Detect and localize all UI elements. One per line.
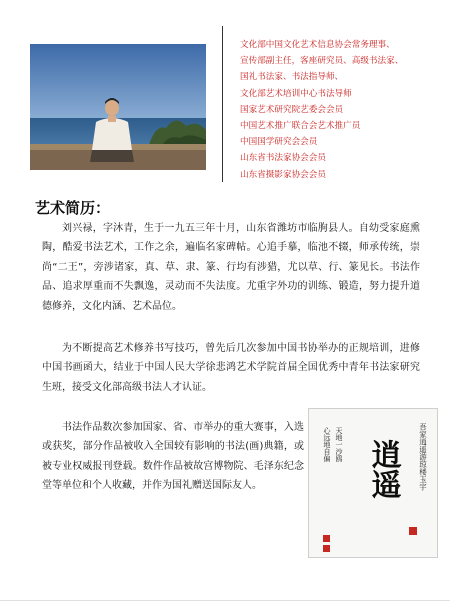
calligraphy-main: 逍遥 [365, 439, 401, 499]
title-item: 文化部中国文化艺术信息协会常务理事、 [240, 40, 395, 50]
title-item: 山东省书法家协会会员 [240, 153, 326, 164]
portrait-image [30, 44, 206, 170]
calligraphy-column: 吾家逍遥游琼楼玉宇 [418, 423, 428, 491]
page-bottom-line [0, 600, 450, 601]
bio-paragraph-2: 为不断提高艺术修养书写技巧，曾先后几次参加中国书协举办的正规培训，进修中国书画函大，结业于中国人民大学徐悲鸿艺术学院首届全国优秀中青年书法家研究生班，接受文化部高级书法人才认证。 [42, 343, 420, 393]
bio-paragraph-1: 刘兴禄，字沐青，生于一九五三年十月，山东省潍坊市临朐县人。自幼受家庭熏陶，酷爱书法艺术，工作之余，遍临名家碑帖。心追手摹，临池不辍，师承传统，崇尚“二王”，旁涉诸家，真、草、隶、篆、行均有涉猎，尤以草、行、篆见长。书法作品、追求厚重而不失飘逸，灵动而不失法度。尤重字外功的训练、锻造，努力提升道德修养，文化内涵、艺术品位。 [42, 223, 420, 312]
title-item: 文化部艺术培训中心书法导师 [240, 88, 352, 99]
calligraphy-artwork [308, 408, 438, 558]
calligraphy-column: 天地一沙鸥 [335, 427, 343, 462]
title-item: 中国艺术推广联合会艺术推广员 [240, 121, 361, 132]
seal-stamp [409, 527, 417, 535]
title-item: 国家艺术研究院艺委会会员 [240, 104, 344, 115]
title-item: 宣传部副主任，客座研究员、高级书法家、 [240, 56, 404, 67]
portrait-photo [30, 44, 206, 170]
seal-stamp [323, 545, 330, 552]
bio-paragraph-3: 书法作品数次参加国家、省、市举办的重大赛事，入选或获奖，部分作品被收入全国较有影响的书法(画)典籍，或被专业权威报刊登载。数件作品被故宫博物院、毛泽东纪念堂等单位和个人收藏，并作为国礼赠送国际友人。 [42, 422, 304, 492]
section-heading: 艺术简历： [35, 199, 111, 217]
title-item: 中国国学研究会会员 [240, 137, 318, 148]
calligraphy-column: 心远地自偏 [323, 427, 331, 462]
vertical-divider [222, 26, 223, 182]
calligraphy-image [309, 409, 437, 557]
titles-list [240, 37, 445, 183]
title-item: 山东省摄影家协会会员 [240, 169, 326, 180]
seal-stamp [323, 535, 330, 542]
title-item: 国礼书法家、书法指导师、 [240, 72, 344, 83]
